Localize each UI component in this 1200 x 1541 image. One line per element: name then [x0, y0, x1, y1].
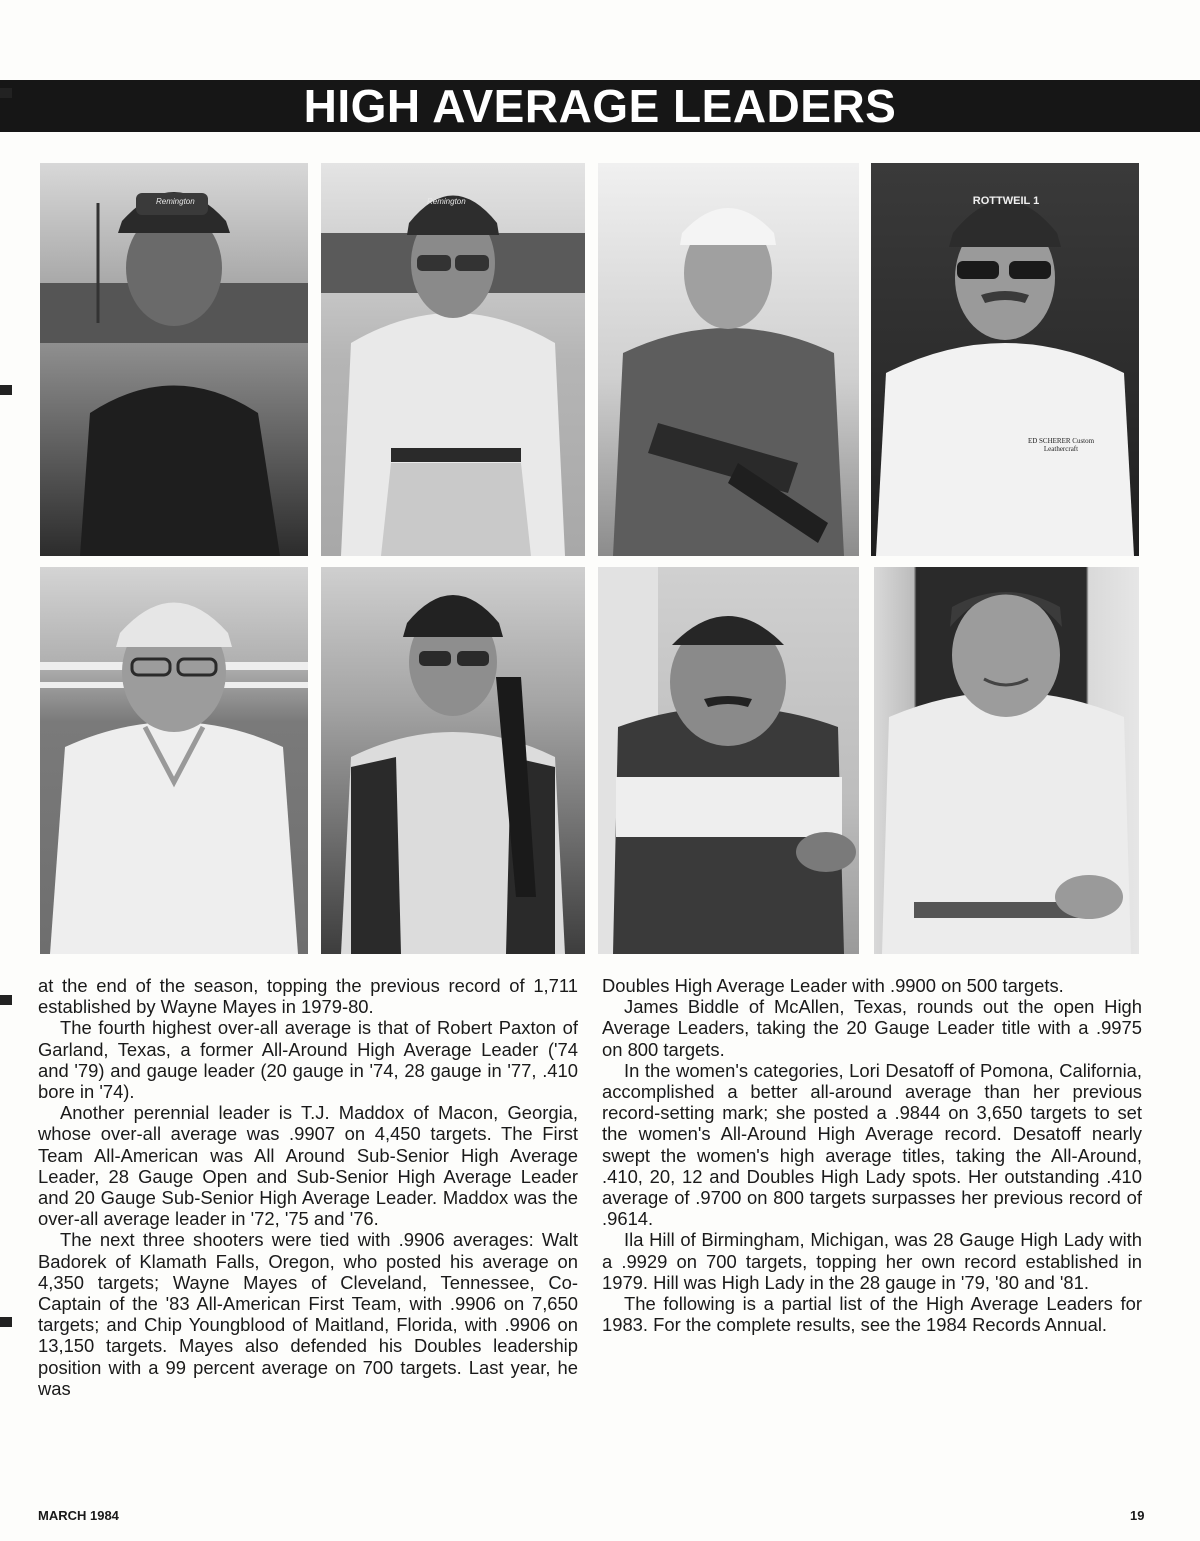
cap-logo-text: ROTTWEIL 1: [972, 195, 1040, 207]
margin-mark: [0, 995, 12, 1005]
article-paragraph: Another perennial leader is T.J. Maddox of Macon, Georgia, whose over-all average was .9907 on 4,450 targets. The First Team All-American was All Around Sub-Senior High Average Leader, 28 Gauge Open and Sub-Senior High Average Leader and 20 Gauge Sub-Senior High Average Leader. Maddox was the over-all average leader in '72, '75 and '76.: [38, 1102, 578, 1230]
shirt-text: ED SCHERER Custom Leathercraft: [1027, 437, 1095, 453]
article-column-right: [602, 975, 1142, 1335]
photo-leader-7: [598, 567, 859, 954]
photo-leader-1: [40, 163, 308, 556]
photo-leader-4: [871, 163, 1139, 556]
cap-logo-text: Remington: [427, 197, 466, 206]
margin-mark: [0, 1317, 12, 1327]
cap-logo-text: Remington: [156, 197, 195, 206]
article-paragraph: The fourth highest over-all average is that of Robert Paxton of Garland, Texas, a former All-Around High Average Leader ('74 and '79) and gauge leader (20 gauge in '74, 28 gauge in '77, .410 bore in '74).: [38, 1017, 578, 1103]
article-paragraph: Ila Hill of Birmingham, Michigan, was 28 Gauge High Lady with a .9929 on 700 targets, topping her own record established in 1979. Hill was High Lady in the 28 gauge in '79, '80 and '81.: [602, 1229, 1142, 1293]
article-paragraph: The following is a partial list of the High Average Leaders for 1983. For the complete results, see the 1984 Records Annual.: [602, 1293, 1142, 1336]
photo-leader-5: [40, 567, 308, 954]
article-paragraph: Doubles High Average Leader with .9900 on 500 targets.: [602, 975, 1064, 996]
issue-date: MARCH 1984: [38, 1508, 119, 1523]
page-number: 19: [1130, 1508, 1145, 1523]
page-title: HIGH AVERAGE LEADERS: [303, 80, 897, 132]
article-column-left: [38, 975, 578, 1399]
photo-leader-2: [321, 163, 585, 556]
photo-leader-6: [321, 567, 585, 954]
article-paragraph: at the end of the season, topping the previous record of 1,711 established by Wayne Mayes in 1979-80.: [38, 975, 578, 1018]
margin-mark: [0, 385, 12, 395]
margin-mark: [0, 88, 12, 98]
article-paragraph: James Biddle of McAllen, Texas, rounds out the open High Average Leaders, taking the 20 Gauge Leader title with a .9975 on 800 targets.: [602, 996, 1142, 1060]
article-paragraph: The next three shooters were tied with .9906 averages: Walt Badorek of Klamath Falls, Oregon, who posted his average on 4,350 targets; Wayne Mayes of Cleveland, Tennessee, Co-Captain of the '83 All-American First Team, with .9906 on 7,650 targets; and Chip Youngblood of Maitland, Florida, with .9906 on 13,150 targets. Mayes also defended his Doubles leadership position with a 99 percent average on 700 targets. Last year, he was: [38, 1229, 578, 1399]
article-paragraph: In the women's categories, Lori Desatoff of Pomona, California, accomplished a better all-around average than her previous record-setting mark; she posted a .9844 on 3,650 targets to set the women's All-Around High Average record. Desatoff nearly swept the women's high average titles, taking the All-Around, .410, 20, 12 and Doubles High Lady spots. Her outstanding .410 average of .9700 on 800 targets surpasses her previous record of .9614.: [602, 1059, 1142, 1230]
photo-leader-3: [598, 163, 859, 556]
photo-leader-8: [874, 567, 1139, 954]
